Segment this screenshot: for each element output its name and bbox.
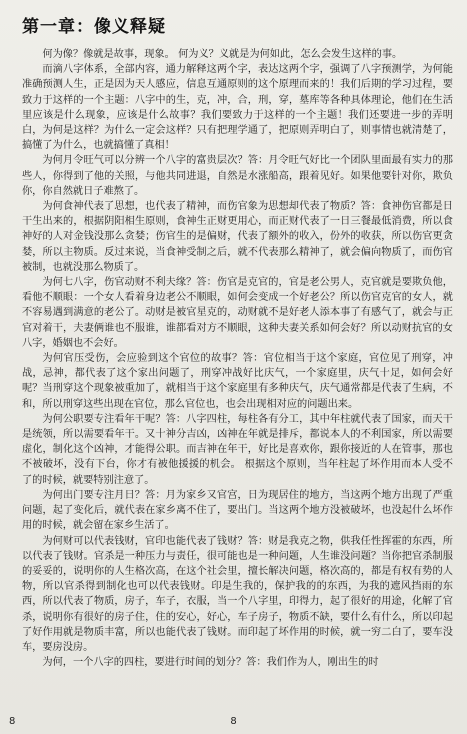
page-number-left: 8 (9, 716, 16, 727)
paragraph: 何为像？像就是故事，现象。 何为义？义就是为何如此，怎么会发生这样的事。 (42, 49, 403, 60)
paragraph: 为何出门要专注月日？答：月为家乡又官宫，日为现居住的地方，当这两个地方出现了严重问题，起了变化后，就代表在家乡离不住了，要出门。当这两个地方没被破坏，也没起什么坏作用的时候，就会留在家乡生活了。 (22, 489, 453, 532)
paragraph: 而滴八字体系，全部内容，通力解释这两个字，表达这两个字，强调了八字预测学，为何能准确预测人生，正是因为天人感应，信息互通原则的这个原理而来的！我们后期的学习过程，要致力于这样的一个主题：八字中的生，克，冲，合，刑，穿，墓库等各种具体理论，他们在生活里应该是什么现象，应该是什么故事？我们要致力于这样的一个主题！我们还要进一步的弄明白，为何是这样？为什么一定会这样？只有把理学通了，把原则弄明白了，则事情也就清楚了，搞懂了为什么，也就搞懂了真相！ (22, 64, 453, 152)
chapter-title: 第一章：像义释疑 (22, 17, 166, 37)
paragraph: 为何官压受伤，会应验到这个官位的故事？答：官位相当于这个家庭，官位见了刑穿，冲战，忌神，都代表了这个家出问题了，刑穿冲战好比庆气，一个家庭里，庆气十足，如何会好呢？当刑穿这个现象被重加了，就相当于这个家庭里有多种庆气，庆气通常都是代表了生病，不和，所以刑穿这些出现在官位，那么官位也，也会出现相对应的问题出来。 (22, 353, 453, 410)
paragraph: 为何七八字，伤官动财不利夫缘？答：伤官是克官的，官是老公男人，克官就是要欺负他，看他不顺眼：一个女人看着身边老公不顺眼，如何会变成一个好老公？所以伤官克官的女人，就不容易遇到满意的老公了。动财是被官星克的，动财就不是好老人添本事了有感气了，就会与正官对着干，夫妻俩谁也不服谁，谁都看对方不顺眼，这种夫妻关系如何会好？所以动财抗官的女八字，婚姻也不会好。 (22, 277, 453, 349)
paragraph: 为何公职要专注看年干呢？答：八字四柱，每柱各有分工，其中年柱就代表了国家，而天干是统领，所以需要看年干。又十神分吉凶，凶神在年就是排斥，都说本人的不利国家，所以需要虚化，制化这个凶神，才能得公职。而吉神在年干，好比是喜欢你，跟你接近的人在管事，那也不被破坏，没有下台，你才有被他援援的机会。 根据这个原则，当年柱起了坏作用而本人受不了的时候，就要特别注意了。 (22, 413, 453, 486)
paragraph: 为何月令旺气可以分辨一个八字的富贵层次？答：月令旺气好比一个团队里面最有实力的那些人，你得到了他的关照，与他共同进退，自然是水涨船高，跟着见好。如果他要针对你，欺负你，你自然就日子难熬了。 (22, 155, 453, 197)
body-text (22, 47, 453, 670)
page-number: 8 (230, 716, 237, 727)
paragraph: 为何财可以代表钱财，官印也能代表了钱财？答：财是我克之物，供我任性挥霍的东西，所以代表了钱财。官杀是一种压力与责任，很可能也是一种问题，人生谁没问题？当你把官杀制服的妥妥的，说明你的人生格次高，在这个社会里，擅长解决问题，格次高的，都是有权有势的人物，所以官杀得到制化也可以代表钱财。印是生我的，保护我的的东西，为我的遮风挡雨的东西，所以代表了物质，房子，车子，衣服，当一个八字里，印得力，起了很好的用途，化解了官杀，说明你有很好的房子住，住的安心，好心，车子房子，物质不缺，要什么有什么，所以印起了好作用就是物质丰富，所以也能代表了钱财。而印起了坏作用的时候，就一穷二白了，要车没车，要房没房。 (22, 535, 453, 653)
paragraph: 为何食神代表了思想，也代表了精神，而伤官象为思想却代表了物质？答：食神伤官都是日干生出来的，根据阴阳相生原则，食神生正财更用心，而正财代表了一日三餐最低消费，所以食神好的人对金钱没那么贪婪；伤官生的是偏财，代表了额外的收入，份外的收获，所以伤官更贪婪，所以主物质。反过来说，当食神受制之后，就不代表那么精神了，就会偏向物质了，而伤官被制，也就没那么物质了。 (22, 201, 453, 273)
paragraph: 为何，一个八字的四柱，要进行时间的划分？答：我们作为人，刚出生的时 (42, 657, 379, 669)
